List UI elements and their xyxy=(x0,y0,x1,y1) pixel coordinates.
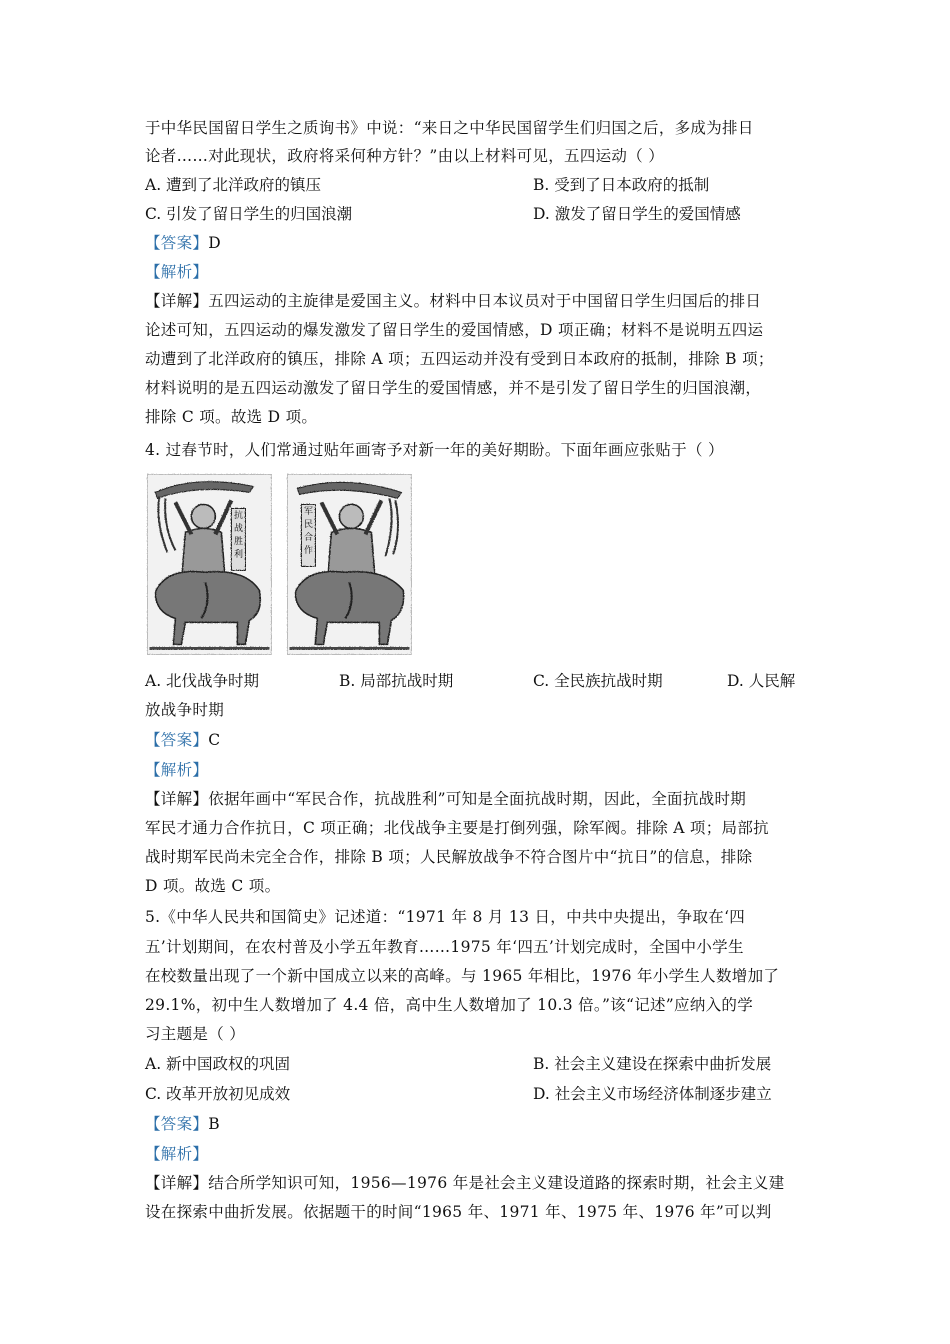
q3-option-b: B. 受到了日本政府的抵制 xyxy=(533,176,710,194)
q4-option-a: A. 北伐战争时期 xyxy=(145,672,260,690)
q4-detail-line-3: 战时期军民尚未完全合作，排除 B 项；人民解放战争不符合图片中“抗日”的信息，排除 xyxy=(145,848,753,866)
q3-stem-line-1: 于中华民国留日学生之质询书》中说：“来日之中华民国留学生们归国之后，多成为排日 xyxy=(145,119,754,137)
detail-tag: 【详解】 xyxy=(145,1174,209,1192)
q3-option-c: C. 引发了留日学生的归国浪潮 xyxy=(145,205,353,223)
q4-detail-line-2: 军民才通力合作抗日，C 项正确；北伐战争主要是打倒列强，除军阀。排除 A 项；局部抗 xyxy=(145,819,769,837)
left-painting xyxy=(147,474,271,654)
q4-option-c: C. 全民族抗战时期 xyxy=(533,672,663,690)
paintings-image xyxy=(145,472,415,657)
q3-detail-line-5: 排除 C 项。故选 D 项。 xyxy=(145,408,318,426)
detail-tag: 【详解】 xyxy=(145,790,209,808)
q5-detail-line-2: 设在探索中曲折发展。依据题干的时间“1965 年、1971 年、1975 年、1976 年”可以判 xyxy=(145,1203,772,1221)
q3-detail-line-2: 论述可知，五四运动的爆发激发了留日学生的爱国情感，D 项正确；材料不是说明五四运 xyxy=(145,321,764,339)
q5-analysis-tag: 【解析】 xyxy=(145,1145,209,1163)
answer-value: C xyxy=(208,731,221,749)
detail-text: 依据年画中“军民合作，抗战胜利”可知是全面抗战时期，因此，全面抗战时期 xyxy=(208,790,747,808)
q3-option-d: D. 激发了留日学生的爱国情感 xyxy=(533,205,741,223)
detail-tag: 【详解】 xyxy=(145,292,209,310)
q4-option-d: D. 人民解 xyxy=(727,672,796,690)
q5-detail-line-1 xyxy=(145,1173,785,1193)
q4-option-d-continued: 放战争时期 xyxy=(145,701,225,719)
q4-option-b: B. 局部抗战时期 xyxy=(339,672,454,690)
answer-tag: 【答案】 xyxy=(145,1115,209,1133)
q3-detail-line-4: 材料说明的是五四运动激发了留日学生的爱国情感，并不是引发了留日学生的归国浪潮， xyxy=(145,379,762,397)
q5-option-a: A. 新中国政权的巩固 xyxy=(145,1055,291,1073)
q4-analysis-tag: 【解析】 xyxy=(145,761,209,779)
detail-text: 结合所学知识可知，1956—1976 年是社会主义建设道路的探索时期，社会主义建 xyxy=(208,1174,785,1192)
right-banner-text: 军 民 合 作 xyxy=(304,507,314,556)
detail-text: 五四运动的主旋律是爱国主义。材料中日本议员对于中国留日学生归国后的排日 xyxy=(208,292,762,310)
q5-answer xyxy=(145,1114,220,1134)
q3-detail-line-3: 动遭到了北洋政府的镇压，排除 A 项；五四运动并没有受到日本政府的抵制，排除 B 项； xyxy=(145,350,774,368)
q5-stem-line-1: 5.《中华人民共和国简史》记述道：“1971 年 8 月 13 日，中共中央提出，争取在‘四 xyxy=(145,908,746,926)
left-banner-text: 抗 战 胜 利 xyxy=(234,511,244,560)
q3-answer xyxy=(145,233,221,253)
q5-option-d: D. 社会主义市场经济体制逐步建立 xyxy=(533,1085,772,1103)
q4-detail-line-4: D 项。故选 C 项。 xyxy=(145,877,281,895)
answer-tag: 【答案】 xyxy=(145,234,209,252)
q5-option-c: C. 改革开放初见成效 xyxy=(145,1085,291,1103)
q5-stem-line-2: 五’计划期间，在农村普及小学五年教育……1975 年‘四五’计划完成时，全国中小学生 xyxy=(145,938,744,956)
q4-stem: 4. 过春节时，人们常通过贴年画寄予对新一年的美好期盼。下面年画应张贴于（ ） xyxy=(145,441,724,459)
q5-option-b: B. 社会主义建设在探索中曲折发展 xyxy=(533,1055,772,1073)
q5-stem-line-4: 29.1%，初中生人数增加了 4.4 倍，高中生人数增加了 10.3 倍。”该“记述”应纳入的学 xyxy=(145,996,754,1014)
q4-detail-line-1 xyxy=(145,789,746,809)
right-painting xyxy=(287,474,411,654)
q3-detail-line-1 xyxy=(145,291,761,311)
q3-analysis-tag: 【解析】 xyxy=(145,263,209,281)
q3-option-a: A. 遭到了北洋政府的镇压 xyxy=(145,176,322,194)
q4-new-year-paintings xyxy=(145,472,415,657)
answer-value: B xyxy=(208,1115,220,1133)
q3-stem-line-2: 论者……对此现状，政府将采何种方针？”由以上材料可见，五四运动（ ） xyxy=(145,147,665,165)
answer-value: D xyxy=(208,234,221,252)
answer-tag: 【答案】 xyxy=(145,731,209,749)
q5-stem-line-3: 在校数量出现了一个新中国成立以来的高峰。与 1965 年相比，1976 年小学生人数增加了 xyxy=(145,967,780,985)
q4-answer xyxy=(145,730,220,750)
q5-stem-line-5: 习主题是（ ） xyxy=(145,1025,246,1043)
